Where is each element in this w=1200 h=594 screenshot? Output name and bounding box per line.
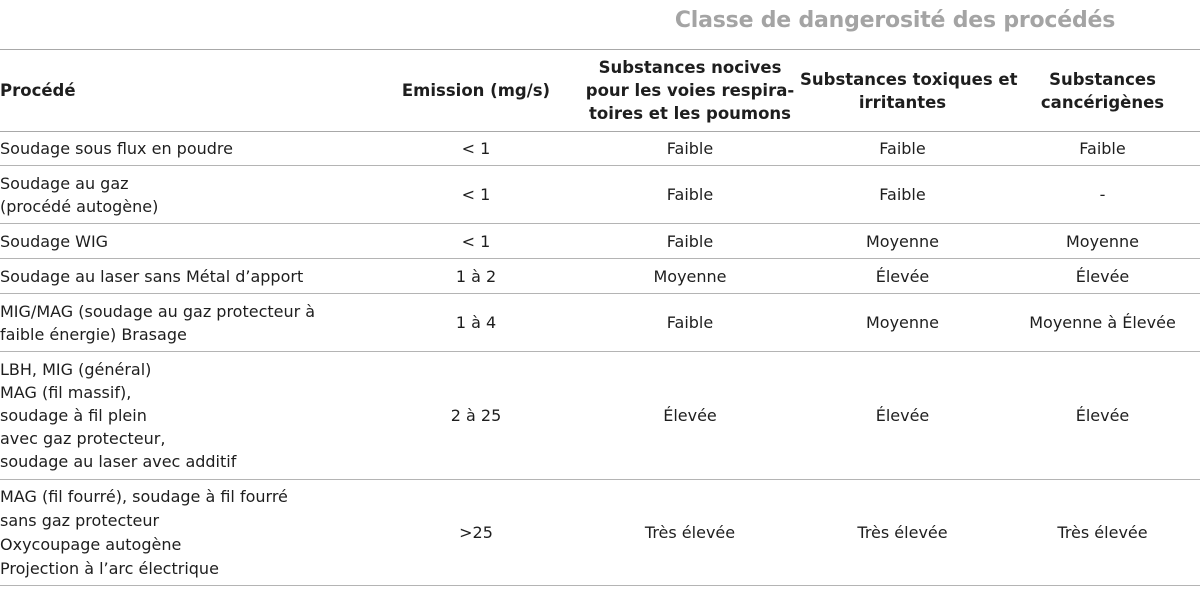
table-row xyxy=(0,480,1200,586)
header-toxique-line: irritantes xyxy=(858,92,947,112)
table-row xyxy=(0,224,1200,259)
procede-line: MAG (fil massif), xyxy=(0,383,132,402)
procede-line: Soudage WIG xyxy=(0,231,109,251)
table-row xyxy=(0,352,1200,480)
header-toxique xyxy=(800,50,1018,132)
cell-emission: < 1 xyxy=(372,132,580,166)
header-procede-line: Procédé xyxy=(0,81,76,100)
cell-emission: < 1 xyxy=(372,224,580,259)
cell-cancerigene: Faible xyxy=(1005,132,1200,166)
cell-emission: 2 à 25 xyxy=(372,352,580,480)
cell-procede xyxy=(0,224,372,259)
cell-emission: 1 à 2 xyxy=(372,259,580,294)
cell-procede xyxy=(0,294,372,352)
procede-line: Soudage au laser sans Métal d’apport xyxy=(0,266,304,286)
cell-cancerigene: Moyenne à Élevée xyxy=(1005,294,1200,352)
cell-respiratoire: Faible xyxy=(580,224,800,259)
table-row xyxy=(0,132,1200,166)
cell-cancerigene: Élevée xyxy=(1005,352,1200,480)
procede-line: Oxycoupage autogène xyxy=(0,534,182,554)
cell-respiratoire: Faible xyxy=(580,294,800,352)
procede-line: Soudage sous flux en poudre xyxy=(0,139,233,158)
procede-line: MIG/MAG (soudage au gaz protecteur à xyxy=(0,301,316,321)
procede-line: Projection à l’arc électrique xyxy=(0,558,219,578)
cell-procede xyxy=(0,480,372,586)
cell-emission: < 1 xyxy=(372,166,580,224)
header-cancerigene-line: Substances xyxy=(1049,69,1156,89)
header-emission xyxy=(372,50,580,132)
cell-procede xyxy=(0,352,372,480)
procede-line: (procédé autogène) xyxy=(0,196,159,216)
cell-respiratoire: Faible xyxy=(580,166,800,224)
cell-cancerigene: Très élevée xyxy=(1005,480,1200,586)
cell-cancerigene: - xyxy=(1005,166,1200,224)
cell-procede xyxy=(0,166,372,224)
column-group-title: Classe de dangerosité des procédés xyxy=(674,8,1116,33)
table-row xyxy=(0,294,1200,352)
cell-cancerigene: Moyenne xyxy=(1005,224,1200,259)
header-respiratoire-line: toires et les poumons xyxy=(589,104,791,123)
cell-toxique: Faible xyxy=(800,132,1005,166)
table-row xyxy=(0,259,1200,294)
header-respiratoire xyxy=(580,50,800,132)
cell-procede xyxy=(0,132,372,166)
procede-line: avec gaz protecteur, xyxy=(0,429,166,448)
cell-respiratoire: Très élevée xyxy=(580,480,800,586)
procede-line: Soudage au gaz xyxy=(0,173,129,193)
procede-line: LBH, MIG (général) xyxy=(0,360,152,379)
header-toxique-line: Substances toxiques et xyxy=(800,69,1018,89)
cell-respiratoire: Moyenne xyxy=(580,259,800,294)
header-emission-line: Emission (mg/s) xyxy=(401,81,551,100)
header-cancerigene-line: cancérigènes xyxy=(1040,92,1165,112)
procede-line: soudage au laser avec additif xyxy=(0,452,237,471)
table-row xyxy=(0,166,1200,224)
cell-respiratoire: Élevée xyxy=(580,352,800,480)
header-respiratoire-line: pour les voies respira- xyxy=(585,81,795,100)
cell-toxique: Faible xyxy=(800,166,1005,224)
header-procede xyxy=(0,50,372,132)
cell-toxique: Élevée xyxy=(800,259,1005,294)
procede-line: faible énergie) Brasage xyxy=(0,324,187,344)
cell-toxique: Très élevée xyxy=(800,480,1005,586)
procede-line: soudage à fil plein xyxy=(0,406,147,425)
procede-line: sans gaz protecteur xyxy=(0,510,160,530)
cell-emission: >25 xyxy=(372,480,580,586)
cell-toxique: Moyenne xyxy=(800,224,1005,259)
cell-cancerigene: Élevée xyxy=(1005,259,1200,294)
cell-toxique: Élevée xyxy=(800,352,1005,480)
cell-toxique: Moyenne xyxy=(800,294,1005,352)
hazard-table xyxy=(0,50,1200,586)
cell-respiratoire: Faible xyxy=(580,132,800,166)
header-cancerigene xyxy=(1005,50,1200,132)
procede-line: MAG (fil fourré), soudage à fil fourré xyxy=(0,486,288,506)
header-respiratoire-line: Substances nocives xyxy=(598,58,782,77)
cell-emission: 1 à 4 xyxy=(372,294,580,352)
header-row xyxy=(0,50,1200,132)
cell-procede xyxy=(0,259,372,294)
